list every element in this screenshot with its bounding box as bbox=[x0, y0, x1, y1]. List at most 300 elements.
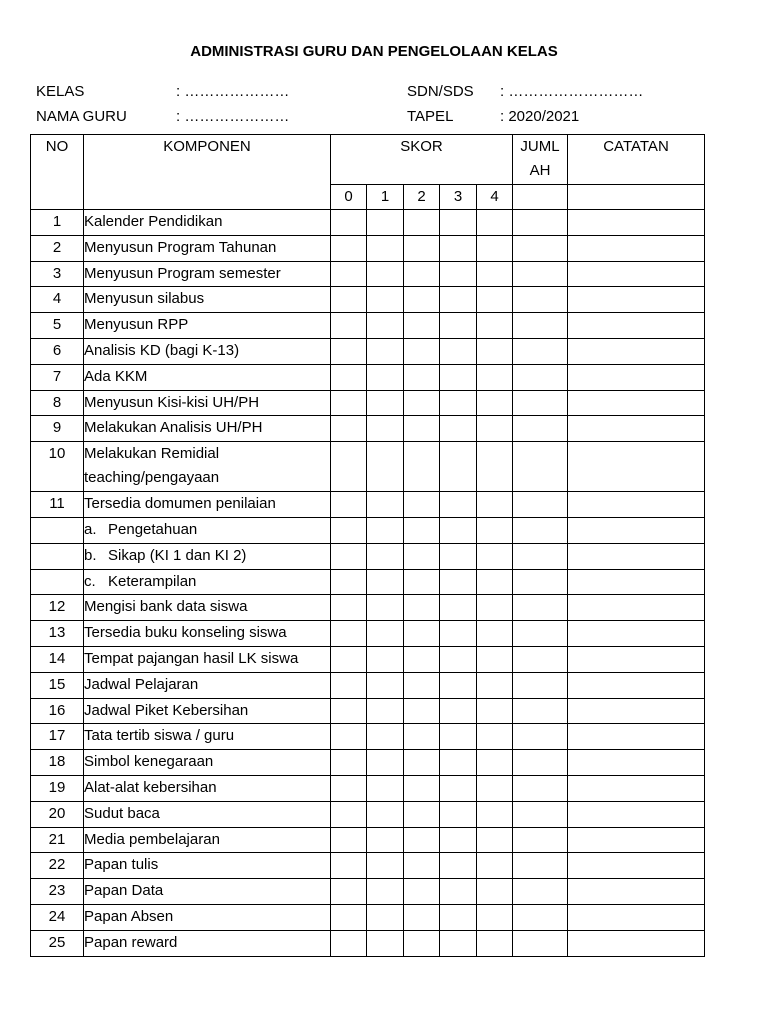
row-number: 16 bbox=[31, 698, 84, 724]
score-cell-1[interactable] bbox=[367, 750, 404, 776]
row-komponen: Alat-alat kebersihan bbox=[84, 775, 331, 801]
score-cell-0[interactable] bbox=[331, 313, 367, 339]
score-cell-4[interactable] bbox=[477, 853, 513, 879]
catatan-cell[interactable] bbox=[568, 595, 705, 621]
score-cell-4[interactable] bbox=[477, 364, 513, 390]
score-cell-2[interactable] bbox=[404, 827, 440, 853]
score-cell-4[interactable] bbox=[477, 621, 513, 647]
tapel-label: TAPEL bbox=[407, 108, 454, 125]
score-cell-3[interactable] bbox=[440, 621, 477, 647]
table-row bbox=[31, 492, 705, 518]
row-number: 4 bbox=[31, 287, 84, 313]
jumlah-cell[interactable] bbox=[513, 646, 568, 672]
score-cell-1[interactable] bbox=[367, 442, 404, 492]
table-row bbox=[31, 698, 705, 724]
catatan-subheader-cell bbox=[568, 185, 705, 210]
score-cell-2[interactable] bbox=[404, 442, 440, 492]
score-cell-1[interactable] bbox=[367, 338, 404, 364]
row-komponen: Tersedia domumen penilaian bbox=[84, 492, 331, 518]
score-cell-3[interactable] bbox=[440, 879, 477, 905]
score-cell-1[interactable] bbox=[367, 646, 404, 672]
row-number: 12 bbox=[31, 595, 84, 621]
catatan-cell[interactable] bbox=[568, 853, 705, 879]
score-cell-2[interactable] bbox=[404, 698, 440, 724]
row-komponen: Menyusun Kisi-kisi UH/PH bbox=[84, 390, 331, 416]
row-number: 22 bbox=[31, 853, 84, 879]
catatan-cell[interactable] bbox=[568, 287, 705, 313]
score-cell-1[interactable] bbox=[367, 879, 404, 905]
score-cell-4[interactable] bbox=[477, 543, 513, 569]
row-number: 10 bbox=[31, 442, 84, 492]
catatan-cell[interactable] bbox=[568, 261, 705, 287]
row-komponen: Papan Data bbox=[84, 879, 331, 905]
jumlah-cell[interactable] bbox=[513, 827, 568, 853]
score-cell-0[interactable] bbox=[331, 853, 367, 879]
score-cell-0[interactable] bbox=[331, 364, 367, 390]
catatan-cell[interactable] bbox=[568, 517, 705, 543]
score-cell-4[interactable] bbox=[477, 595, 513, 621]
row-komponen: Tersedia buku konseling siswa bbox=[84, 621, 331, 647]
score-cell-1[interactable] bbox=[367, 853, 404, 879]
catatan-cell[interactable] bbox=[568, 879, 705, 905]
table-row bbox=[31, 724, 705, 750]
sub-item-letter: c. bbox=[84, 572, 96, 590]
score-cell-0[interactable] bbox=[331, 698, 367, 724]
score-cell-4[interactable] bbox=[477, 313, 513, 339]
table-row bbox=[31, 313, 705, 339]
jumlah-cell[interactable] bbox=[513, 621, 568, 647]
score-cell-3[interactable] bbox=[440, 595, 477, 621]
score-cell-1[interactable] bbox=[367, 517, 404, 543]
jumlah-cell[interactable] bbox=[513, 750, 568, 776]
score-cell-2[interactable] bbox=[404, 210, 440, 236]
catatan-cell[interactable] bbox=[568, 569, 705, 595]
row-komponen: Simbol kenegaraan bbox=[84, 750, 331, 776]
score-cell-0[interactable] bbox=[331, 416, 367, 442]
score-cell-2[interactable] bbox=[404, 853, 440, 879]
table-row bbox=[31, 853, 705, 879]
jumlah-cell[interactable] bbox=[513, 517, 568, 543]
jumlah-cell[interactable] bbox=[513, 595, 568, 621]
table-row bbox=[31, 595, 705, 621]
row-number bbox=[31, 569, 84, 595]
score-cell-2[interactable] bbox=[404, 750, 440, 776]
catatan-cell[interactable] bbox=[568, 210, 705, 236]
score-cell-2[interactable] bbox=[404, 595, 440, 621]
score-cell-4[interactable] bbox=[477, 261, 513, 287]
catatan-cell[interactable] bbox=[568, 338, 705, 364]
score-cell-1[interactable] bbox=[367, 492, 404, 518]
score-cell-4[interactable] bbox=[477, 724, 513, 750]
score-header-2: 2 bbox=[404, 185, 440, 210]
table-row bbox=[31, 287, 705, 313]
jumlah-cell[interactable] bbox=[513, 904, 568, 930]
score-cell-3[interactable] bbox=[440, 569, 477, 595]
catatan-cell[interactable] bbox=[568, 930, 705, 956]
score-cell-2[interactable] bbox=[404, 313, 440, 339]
table-row bbox=[31, 210, 705, 236]
catatan-cell[interactable] bbox=[568, 621, 705, 647]
row-komponen: Tata tertib siswa / guru bbox=[84, 724, 331, 750]
row-komponen: Media pembelajaran bbox=[84, 827, 331, 853]
score-cell-3[interactable] bbox=[440, 775, 477, 801]
score-cell-3[interactable] bbox=[440, 364, 477, 390]
score-cell-1[interactable] bbox=[367, 364, 404, 390]
table-row bbox=[31, 338, 705, 364]
score-cell-4[interactable] bbox=[477, 210, 513, 236]
row-number: 21 bbox=[31, 827, 84, 853]
score-cell-0[interactable] bbox=[331, 390, 367, 416]
score-cell-1[interactable] bbox=[367, 235, 404, 261]
row-number: 14 bbox=[31, 646, 84, 672]
jumlah-cell[interactable] bbox=[513, 416, 568, 442]
score-cell-0[interactable] bbox=[331, 235, 367, 261]
score-cell-3[interactable] bbox=[440, 210, 477, 236]
score-cell-2[interactable] bbox=[404, 492, 440, 518]
jumlah-cell[interactable] bbox=[513, 569, 568, 595]
tapel-field[interactable]: : 2020/2021 bbox=[500, 108, 580, 125]
score-cell-0[interactable] bbox=[331, 724, 367, 750]
score-cell-2[interactable] bbox=[404, 904, 440, 930]
score-cell-0[interactable] bbox=[331, 492, 367, 518]
table-row bbox=[31, 390, 705, 416]
table-row bbox=[31, 543, 705, 569]
score-cell-3[interactable] bbox=[440, 517, 477, 543]
row-number: 3 bbox=[31, 261, 84, 287]
score-cell-4[interactable] bbox=[477, 930, 513, 956]
score-cell-3[interactable] bbox=[440, 261, 477, 287]
catatan-cell[interactable] bbox=[568, 672, 705, 698]
table-row bbox=[31, 930, 705, 956]
jumlah-cell[interactable] bbox=[513, 390, 568, 416]
row-number: 17 bbox=[31, 724, 84, 750]
score-cell-2[interactable] bbox=[404, 569, 440, 595]
score-cell-4[interactable] bbox=[477, 338, 513, 364]
table-row bbox=[31, 442, 705, 492]
score-cell-2[interactable] bbox=[404, 338, 440, 364]
jumlah-cell[interactable] bbox=[513, 442, 568, 492]
score-cell-0[interactable] bbox=[331, 801, 367, 827]
score-cell-1[interactable] bbox=[367, 261, 404, 287]
catatan-cell[interactable] bbox=[568, 416, 705, 442]
score-cell-1[interactable] bbox=[367, 724, 404, 750]
col-catatan-header: CATATAN bbox=[568, 135, 705, 185]
row-komponen: Menyusun RPP bbox=[84, 313, 331, 339]
score-cell-0[interactable] bbox=[331, 569, 367, 595]
score-header-0: 0 bbox=[331, 185, 367, 210]
sub-item-letter: b. bbox=[84, 546, 97, 564]
score-cell-2[interactable] bbox=[404, 672, 440, 698]
catatan-cell[interactable] bbox=[568, 750, 705, 776]
row-komponen bbox=[84, 569, 331, 595]
score-cell-1[interactable] bbox=[367, 904, 404, 930]
row-number bbox=[31, 543, 84, 569]
score-cell-2[interactable] bbox=[404, 543, 440, 569]
table-row bbox=[31, 416, 705, 442]
row-komponen: Mengisi bank data siswa bbox=[84, 595, 331, 621]
table-header-row bbox=[31, 135, 705, 185]
catatan-cell[interactable] bbox=[568, 801, 705, 827]
score-cell-2[interactable] bbox=[404, 287, 440, 313]
score-cell-3[interactable] bbox=[440, 492, 477, 518]
row-komponen: Jadwal Piket Kebersihan bbox=[84, 698, 331, 724]
score-cell-1[interactable] bbox=[367, 595, 404, 621]
score-cell-4[interactable] bbox=[477, 646, 513, 672]
jumlah-cell[interactable] bbox=[513, 672, 568, 698]
row-komponen: Melakukan Remidial teaching/pengayaan bbox=[84, 442, 331, 492]
score-cell-1[interactable] bbox=[367, 543, 404, 569]
score-cell-3[interactable] bbox=[440, 904, 477, 930]
score-cell-2[interactable] bbox=[404, 517, 440, 543]
guru-field[interactable]: : ………………… bbox=[176, 108, 290, 125]
catatan-cell[interactable] bbox=[568, 724, 705, 750]
score-cell-2[interactable] bbox=[404, 801, 440, 827]
score-cell-3[interactable] bbox=[440, 338, 477, 364]
jumlah-cell[interactable] bbox=[513, 879, 568, 905]
score-header-1: 1 bbox=[367, 185, 404, 210]
row-komponen: Papan reward bbox=[84, 930, 331, 956]
score-cell-1[interactable] bbox=[367, 672, 404, 698]
sdn-field[interactable]: : ……………………… bbox=[500, 83, 644, 100]
row-komponen: Kalender Pendidikan bbox=[84, 210, 331, 236]
score-cell-3[interactable] bbox=[440, 543, 477, 569]
row-komponen: Melakukan Analisis UH/PH bbox=[84, 416, 331, 442]
score-cell-1[interactable] bbox=[367, 775, 404, 801]
score-cell-2[interactable] bbox=[404, 390, 440, 416]
jumlah-cell[interactable] bbox=[513, 261, 568, 287]
score-cell-0[interactable] bbox=[331, 672, 367, 698]
score-cell-0[interactable] bbox=[331, 646, 367, 672]
score-cell-4[interactable] bbox=[477, 235, 513, 261]
kelas-label: KELAS bbox=[36, 83, 85, 100]
score-cell-3[interactable] bbox=[440, 646, 477, 672]
catatan-cell[interactable] bbox=[568, 313, 705, 339]
table-row bbox=[31, 364, 705, 390]
row-komponen: Menyusun silabus bbox=[84, 287, 331, 313]
score-cell-2[interactable] bbox=[404, 646, 440, 672]
score-cell-3[interactable] bbox=[440, 930, 477, 956]
jumlah-cell[interactable] bbox=[513, 364, 568, 390]
score-cell-0[interactable] bbox=[331, 210, 367, 236]
row-komponen bbox=[84, 543, 331, 569]
table-row bbox=[31, 750, 705, 776]
score-cell-3[interactable] bbox=[440, 235, 477, 261]
score-cell-0[interactable] bbox=[331, 827, 367, 853]
row-komponen: Jadwal Pelajaran bbox=[84, 672, 331, 698]
score-cell-3[interactable] bbox=[440, 724, 477, 750]
jumlah-cell[interactable] bbox=[513, 210, 568, 236]
table-row bbox=[31, 517, 705, 543]
catatan-cell[interactable] bbox=[568, 390, 705, 416]
score-cell-1[interactable] bbox=[367, 930, 404, 956]
row-number: 9 bbox=[31, 416, 84, 442]
score-cell-3[interactable] bbox=[440, 853, 477, 879]
jumlah-cell[interactable] bbox=[513, 492, 568, 518]
score-cell-0[interactable] bbox=[331, 442, 367, 492]
catatan-cell[interactable] bbox=[568, 235, 705, 261]
table-row bbox=[31, 261, 705, 287]
score-cell-4[interactable] bbox=[477, 390, 513, 416]
page-title: ADMINISTRASI GURU DAN PENGELOLAAN KELAS bbox=[190, 43, 558, 60]
jumlah-cell[interactable] bbox=[513, 338, 568, 364]
score-header-4: 4 bbox=[477, 185, 513, 210]
sub-item-text: Sikap (KI 1 dan KI 2) bbox=[108, 546, 247, 564]
score-cell-0[interactable] bbox=[331, 621, 367, 647]
score-cell-0[interactable] bbox=[331, 287, 367, 313]
score-cell-3[interactable] bbox=[440, 827, 477, 853]
jumlah-cell[interactable] bbox=[513, 801, 568, 827]
score-cell-3[interactable] bbox=[440, 750, 477, 776]
score-cell-2[interactable] bbox=[404, 621, 440, 647]
guru-label: NAMA GURU bbox=[36, 108, 127, 125]
score-cell-1[interactable] bbox=[367, 390, 404, 416]
row-number: 25 bbox=[31, 930, 84, 956]
catatan-cell[interactable] bbox=[568, 646, 705, 672]
catatan-cell[interactable] bbox=[568, 698, 705, 724]
score-cell-4[interactable] bbox=[477, 672, 513, 698]
score-cell-2[interactable] bbox=[404, 724, 440, 750]
row-komponen: Analisis KD (bagi K-13) bbox=[84, 338, 331, 364]
row-number bbox=[31, 517, 84, 543]
score-cell-0[interactable] bbox=[331, 879, 367, 905]
row-number: 19 bbox=[31, 775, 84, 801]
sub-item-letter: a. bbox=[84, 520, 97, 538]
table-row bbox=[31, 569, 705, 595]
row-komponen: Menyusun Program Tahunan bbox=[84, 235, 331, 261]
jumlah-cell[interactable] bbox=[513, 313, 568, 339]
table-row bbox=[31, 904, 705, 930]
catatan-cell[interactable] bbox=[568, 775, 705, 801]
score-cell-4[interactable] bbox=[477, 879, 513, 905]
score-cell-1[interactable] bbox=[367, 210, 404, 236]
score-cell-1[interactable] bbox=[367, 698, 404, 724]
catatan-cell[interactable] bbox=[568, 364, 705, 390]
col-skor-header: SKOR bbox=[331, 135, 513, 185]
table-row bbox=[31, 879, 705, 905]
row-number: 24 bbox=[31, 904, 84, 930]
jumlah-cell[interactable] bbox=[513, 930, 568, 956]
score-cell-3[interactable] bbox=[440, 801, 477, 827]
catatan-cell[interactable] bbox=[568, 904, 705, 930]
score-cell-1[interactable] bbox=[367, 313, 404, 339]
jumlah-cell[interactable] bbox=[513, 235, 568, 261]
table-row bbox=[31, 235, 705, 261]
score-cell-4[interactable] bbox=[477, 750, 513, 776]
score-cell-3[interactable] bbox=[440, 416, 477, 442]
jumlah-cell[interactable] bbox=[513, 287, 568, 313]
score-cell-1[interactable] bbox=[367, 416, 404, 442]
score-cell-0[interactable] bbox=[331, 775, 367, 801]
row-number: 15 bbox=[31, 672, 84, 698]
score-cell-0[interactable] bbox=[331, 904, 367, 930]
row-number: 6 bbox=[31, 338, 84, 364]
score-cell-4[interactable] bbox=[477, 827, 513, 853]
score-cell-4[interactable] bbox=[477, 775, 513, 801]
score-cell-1[interactable] bbox=[367, 287, 404, 313]
table-row bbox=[31, 775, 705, 801]
table-row bbox=[31, 801, 705, 827]
score-cell-3[interactable] bbox=[440, 698, 477, 724]
row-komponen: Menyusun Program semester bbox=[84, 261, 331, 287]
score-cell-3[interactable] bbox=[440, 442, 477, 492]
score-cell-2[interactable] bbox=[404, 775, 440, 801]
catatan-cell[interactable] bbox=[568, 442, 705, 492]
score-cell-4[interactable] bbox=[477, 904, 513, 930]
table-row bbox=[31, 646, 705, 672]
score-cell-2[interactable] bbox=[404, 416, 440, 442]
score-cell-0[interactable] bbox=[331, 543, 367, 569]
score-cell-0[interactable] bbox=[331, 338, 367, 364]
row-number: 18 bbox=[31, 750, 84, 776]
score-cell-0[interactable] bbox=[331, 517, 367, 543]
table-row bbox=[31, 672, 705, 698]
row-number: 11 bbox=[31, 492, 84, 518]
kelas-field[interactable]: : ………………… bbox=[176, 83, 290, 100]
sub-item-text: Pengetahuan bbox=[108, 520, 198, 538]
score-cell-3[interactable] bbox=[440, 287, 477, 313]
score-cell-4[interactable] bbox=[477, 801, 513, 827]
score-cell-4[interactable] bbox=[477, 287, 513, 313]
col-no-header: NO bbox=[31, 135, 84, 210]
score-cell-0[interactable] bbox=[331, 750, 367, 776]
score-cell-1[interactable] bbox=[367, 569, 404, 595]
row-number: 1 bbox=[31, 210, 84, 236]
row-komponen: Sudut baca bbox=[84, 801, 331, 827]
score-cell-4[interactable] bbox=[477, 517, 513, 543]
score-cell-0[interactable] bbox=[331, 930, 367, 956]
jumlah-cell[interactable] bbox=[513, 853, 568, 879]
jumlah-subheader-cell bbox=[513, 185, 568, 210]
row-number: 5 bbox=[31, 313, 84, 339]
score-cell-1[interactable] bbox=[367, 621, 404, 647]
row-komponen bbox=[84, 517, 331, 543]
jumlah-cell[interactable] bbox=[513, 698, 568, 724]
sdn-label: SDN/SDS bbox=[407, 83, 474, 100]
sub-item-text: Keterampilan bbox=[108, 572, 197, 590]
score-cell-4[interactable] bbox=[477, 416, 513, 442]
catatan-cell[interactable] bbox=[568, 492, 705, 518]
score-cell-4[interactable] bbox=[477, 492, 513, 518]
catatan-cell[interactable] bbox=[568, 827, 705, 853]
score-cell-4[interactable] bbox=[477, 698, 513, 724]
score-cell-4[interactable] bbox=[477, 442, 513, 492]
score-cell-2[interactable] bbox=[404, 235, 440, 261]
score-cell-1[interactable] bbox=[367, 827, 404, 853]
score-cell-0[interactable] bbox=[331, 595, 367, 621]
row-number: 8 bbox=[31, 390, 84, 416]
assessment-table bbox=[30, 134, 705, 957]
score-cell-0[interactable] bbox=[331, 261, 367, 287]
score-cell-2[interactable] bbox=[404, 261, 440, 287]
score-cell-3[interactable] bbox=[440, 672, 477, 698]
row-number: 2 bbox=[31, 235, 84, 261]
score-cell-2[interactable] bbox=[404, 930, 440, 956]
score-cell-4[interactable] bbox=[477, 569, 513, 595]
score-cell-3[interactable] bbox=[440, 313, 477, 339]
catatan-cell[interactable] bbox=[568, 543, 705, 569]
row-number: 23 bbox=[31, 879, 84, 905]
score-cell-1[interactable] bbox=[367, 801, 404, 827]
score-cell-3[interactable] bbox=[440, 390, 477, 416]
jumlah-cell[interactable] bbox=[513, 775, 568, 801]
jumlah-cell[interactable] bbox=[513, 724, 568, 750]
score-cell-2[interactable] bbox=[404, 364, 440, 390]
row-komponen: Papan tulis bbox=[84, 853, 331, 879]
row-number: 13 bbox=[31, 621, 84, 647]
score-header-3: 3 bbox=[440, 185, 477, 210]
score-cell-2[interactable] bbox=[404, 879, 440, 905]
jumlah-cell[interactable] bbox=[513, 543, 568, 569]
